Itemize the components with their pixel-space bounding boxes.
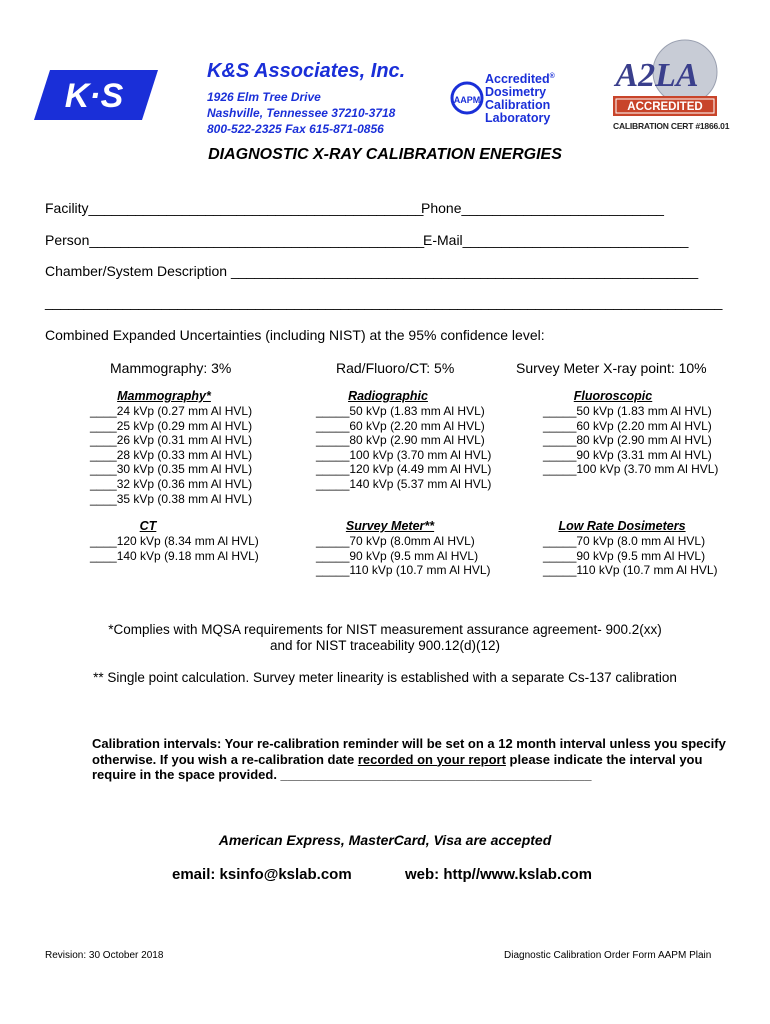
address-street: 1926 Elm Tree Drive: [207, 90, 321, 104]
survey-meter-option[interactable]: _____110 kVp (10.7 mm Al HVL): [316, 563, 491, 578]
phone-fax: 800-522-2325 Fax 615-871-0856: [207, 122, 384, 136]
low-rate-option[interactable]: _____90 kVp (9.5 mm Al HVL): [543, 548, 706, 563]
fluoroscopic-list: [543, 404, 718, 477]
ks-logo: [34, 70, 158, 125]
address-city: Nashville, Tennessee 37210-3718: [207, 106, 396, 120]
survey-meter-option[interactable]: _____90 kVp (9.5 mm Al HVL): [316, 548, 479, 563]
low-rate-dosimeters-list: [543, 534, 718, 578]
mammography-option[interactable]: ____26 kVp (0.31 mm Al HVL): [90, 433, 253, 448]
calibration-cert-number: CALIBRATION CERT #1866.01: [613, 121, 730, 131]
chamber-description-field[interactable]: Chamber/System Description ____________________________________________________________: [45, 263, 699, 279]
fluoroscopic-option[interactable]: _____50 kVp (1.83 mm Al HVL): [543, 404, 712, 418]
mammography-option[interactable]: ____25 kVp (0.29 mm Al HVL): [90, 418, 253, 433]
uncertainty-rad-fluoro-ct: Rad/Fluoro/CT: 5%: [336, 360, 455, 376]
mammography-option[interactable]: ____30 kVp (0.35 mm Al HVL): [90, 462, 253, 477]
radiographic-option[interactable]: _____100 kVp (3.70 mm Al HVL): [316, 447, 492, 462]
radiographic-option[interactable]: _____80 kVp (2.90 mm Al HVL): [316, 433, 485, 448]
aapm-logo: [450, 70, 484, 131]
radiographic-option[interactable]: _____60 kVp (2.20 mm Al HVL): [316, 418, 485, 433]
ct-list: [90, 534, 259, 563]
ct-option[interactable]: ____140 kVp (9.18 mm Al HVL): [90, 548, 259, 563]
mammography-option[interactable]: ____24 kVp (0.27 mm Al HVL): [90, 404, 253, 418]
aapm-line-2: Dosimetry: [485, 85, 547, 100]
fluoroscopic-option[interactable]: _____90 kVp (3.31 mm Al HVL): [543, 447, 712, 462]
ct-option[interactable]: ____120 kVp (8.34 mm Al HVL): [90, 534, 259, 548]
a2la-accredited-logo: [605, 38, 723, 125]
radiographic-heading: Radiographic: [348, 389, 428, 403]
form-name: Diagnostic Calibration Order Form AAPM Plain: [504, 950, 712, 961]
aapm-line-1: Accredited: [485, 72, 550, 87]
aapm-mark: AAPM: [453, 95, 481, 105]
accredited-label: ACCREDITED: [627, 101, 703, 113]
radiographic-list: [316, 404, 491, 492]
radiographic-option[interactable]: _____120 kVp (4.49 mm Al HVL): [316, 462, 492, 477]
phone-field[interactable]: Phone__________________________: [421, 200, 664, 216]
mammography-heading: Mammography*: [117, 389, 211, 403]
mammography-option[interactable]: ____32 kVp (0.36 mm Al HVL): [90, 476, 253, 491]
calibration-interval-paragraph: [92, 736, 732, 783]
single-point-note: ** Single point calculation. Survey meter linearity is established with a separate Cs-137 calibration: [93, 670, 677, 685]
calibration-text-1: Calibration intervals: Your re-calibration reminder will be set on a 12 month interval unless you specify otherwise. If you wish a re-calibration date: [92, 736, 726, 767]
email-field[interactable]: E-Mail_____________________________: [423, 232, 689, 248]
radiographic-option[interactable]: _____140 kVp (5.37 mm Al HVL): [316, 476, 492, 491]
a2la-mark: A2LA: [615, 57, 699, 94]
fluoroscopic-option[interactable]: _____80 kVp (2.90 mm Al HVL): [543, 433, 712, 448]
survey-meter-option[interactable]: _____70 kVp (8.0mm Al HVL): [316, 534, 475, 548]
radiographic-option[interactable]: _____50 kVp (1.83 mm Al HVL): [316, 404, 485, 418]
company-name: K&S Associates, Inc.: [207, 60, 406, 82]
low-rate-dosimeters-heading: Low Rate Dosimeters: [558, 519, 686, 533]
payment-methods: American Express, MasterCard, Visa are accepted: [218, 832, 552, 848]
revision-date: Revision: 30 October 2018: [45, 950, 164, 961]
fluoroscopic-option[interactable]: _____100 kVp (3.70 mm Al HVL): [543, 462, 719, 477]
low-rate-option[interactable]: _____110 kVp (10.7 mm Al HVL): [543, 563, 718, 578]
registered-mark: ®: [549, 73, 555, 80]
ks-logo-letters: K·S: [64, 77, 124, 115]
mammography-list: [90, 404, 252, 506]
fluoroscopic-option[interactable]: _____60 kVp (2.20 mm Al HVL): [543, 418, 712, 433]
low-rate-option[interactable]: _____70 kVp (8.0 mm Al HVL): [543, 534, 706, 548]
calibration-text-2[interactable]: please indicate the interval you require in the space provided. ___________________________________________: [92, 751, 703, 782]
chamber-description-line-2[interactable]: _______________________________________________________________________________________: [45, 294, 723, 310]
uncertainty-heading: Combined Expanded Uncertainties (including NIST) at the 95% confidence level:: [45, 327, 545, 343]
calibration-underlined: recorded on your report: [357, 751, 506, 767]
fluoroscopic-heading: Fluoroscopic: [573, 389, 653, 403]
mqsa-note-line-2: and for NIST traceability 900.12(d)(12): [269, 638, 501, 653]
aapm-line-4: Laboratory: [485, 111, 551, 126]
survey-meter-heading: Survey Meter**: [345, 519, 435, 533]
contact-web[interactable]: web: http//www.kslab.com: [405, 866, 592, 883]
uncertainty-survey-meter: Survey Meter X-ray point: 10%: [516, 360, 707, 376]
company-info: [207, 60, 405, 137]
person-field[interactable]: Person___________________________________________: [45, 232, 425, 248]
facility-field[interactable]: Facility___________________________________________: [45, 200, 424, 216]
mammography-option[interactable]: ____28 kVp (0.33 mm Al HVL): [90, 447, 253, 462]
uncertainty-mammography: Mammography: 3%: [110, 360, 232, 376]
mammography-option[interactable]: ____35 kVp (0.38 mm Al HVL): [90, 491, 253, 506]
ct-heading: CT: [139, 519, 157, 533]
aapm-line-3: Calibration: [485, 98, 551, 113]
mqsa-note-line-1: *Complies with MQSA requirements for NIST measurement assurance agreement- 900.2(xx): [108, 622, 662, 637]
contact-email[interactable]: email: ksinfo@kslab.com: [172, 866, 352, 883]
aapm-accreditation-text: [485, 70, 555, 125]
survey-meter-list: [316, 534, 491, 578]
page-title: DIAGNOSTIC X-RAY CALIBRATION ENERGIES: [208, 146, 562, 163]
